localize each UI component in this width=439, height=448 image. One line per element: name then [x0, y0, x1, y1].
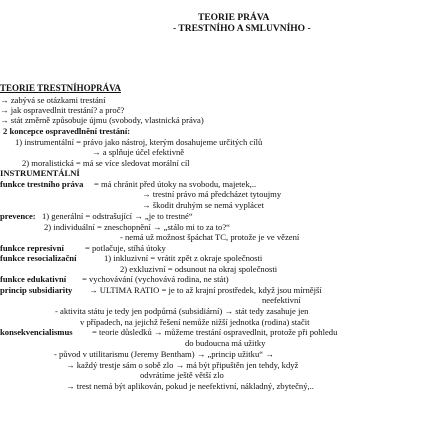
concept-moralistic: 2) moralistická = má se více sledovat morální cíl [22, 158, 190, 168]
repressive-label: funkce represivní [0, 243, 64, 253]
intro-line-2: → jak ospravedlnit trestání? a proč? [0, 105, 125, 115]
subsidiarity-text: → ULTIMA RATIO = je to až krajní prostředek, když jsou mírnější [89, 285, 322, 295]
educational-label: funkce edukativní [0, 274, 67, 284]
consequentialism-text: = teorie důsledků → můžeme trestání ospravedlnit, protože při pohledu [92, 327, 338, 337]
consequentialism-label: konsekvencialismus [0, 327, 73, 337]
function-label: funkce trestního práva [0, 179, 84, 189]
function-text: = má chránit před útoky na svobodu, majetek,.. [94, 179, 257, 189]
section-title: TEORIE TRESTNÍHOPRÁVA [0, 83, 121, 93]
consequentialism-sub-3: → každý trestje sám o sobě zlo → má být připuštěn jen tehdy, když [66, 360, 299, 370]
resocial-text: 1) inkluzivní = vrátit zpět z okraje společnosti [104, 253, 263, 263]
header-subtitle: - TRESTNÍHO A SMLUVNÍHO - [173, 24, 311, 34]
prevention-sub-2: - nemá už možnost špáchat TC, protože je ve vězení [120, 232, 300, 242]
consequentialism-sub-1: do budoucna má užitky [185, 338, 266, 348]
consequentialism-sub-5: → trest nemá být aplikován, pokud je neefektivní, nákladný, zbytečný,.. [66, 381, 314, 391]
subsidiarity-label: princip subsidiarity [0, 285, 73, 295]
subsidiarity-sub-3: v případech, na jejichž řešení nemůže nižší jednotka (rodina) stačit [80, 317, 310, 327]
header-title: TEORIE PRÁVA [198, 13, 270, 23]
consequentialism-sub-2: - původ v utilitarismu (Jeremy Bentham) → „princip užitku“ → [54, 349, 274, 359]
repressive-text: = potlačuje, stíhá útoky [85, 243, 166, 253]
concept-instrumental: 1) instrumentální = právo jako nástroj, kterým dosahujeme určitých cílů [15, 137, 263, 147]
prevention-text: 1) generální = odstrašující → „je to trestné“ [42, 211, 193, 221]
subsidiarity-sub-2: - aktivita státu je tedy jen podpůrná (subsidiární) → stát tedy zasahuje jen [55, 306, 309, 316]
prevention-label: prevence: [0, 211, 36, 221]
resocial-label: funkce resocializační [0, 253, 77, 263]
concepts-title: 2 koncepce ospravedlnění trestání: [3, 126, 131, 136]
instrumental-heading: INSTRUMENTÁLNÍ [0, 168, 80, 178]
intro-line-3: → stát změrně způsobuje újmu (svobody, vlastnická práva) [0, 115, 204, 125]
function-sub-1: → trestní právo má předcházet tytoujmy [142, 189, 282, 199]
concept-instrumental-note: → a splňuje účel efektivně [92, 147, 185, 157]
consequentialism-sub-4: odvrátíme ještě větší zlo [140, 370, 224, 380]
educational-text: = vychovávání (vychovává rodina, ne stát) [82, 274, 229, 284]
function-sub-2: → škodit druhým se nemá vyplácet [142, 200, 264, 210]
resocial-sub: 2) exkluzivní = odsunout na okraj společnosti [120, 264, 278, 274]
subsidiarity-sub-1: neefektivní [262, 295, 301, 305]
prevention-sub-1: 2) individuální = zneschopnění → „stálo mi to za to?“ [44, 222, 230, 232]
intro-line-1: → zabývá se otázkami trestání [0, 95, 106, 105]
